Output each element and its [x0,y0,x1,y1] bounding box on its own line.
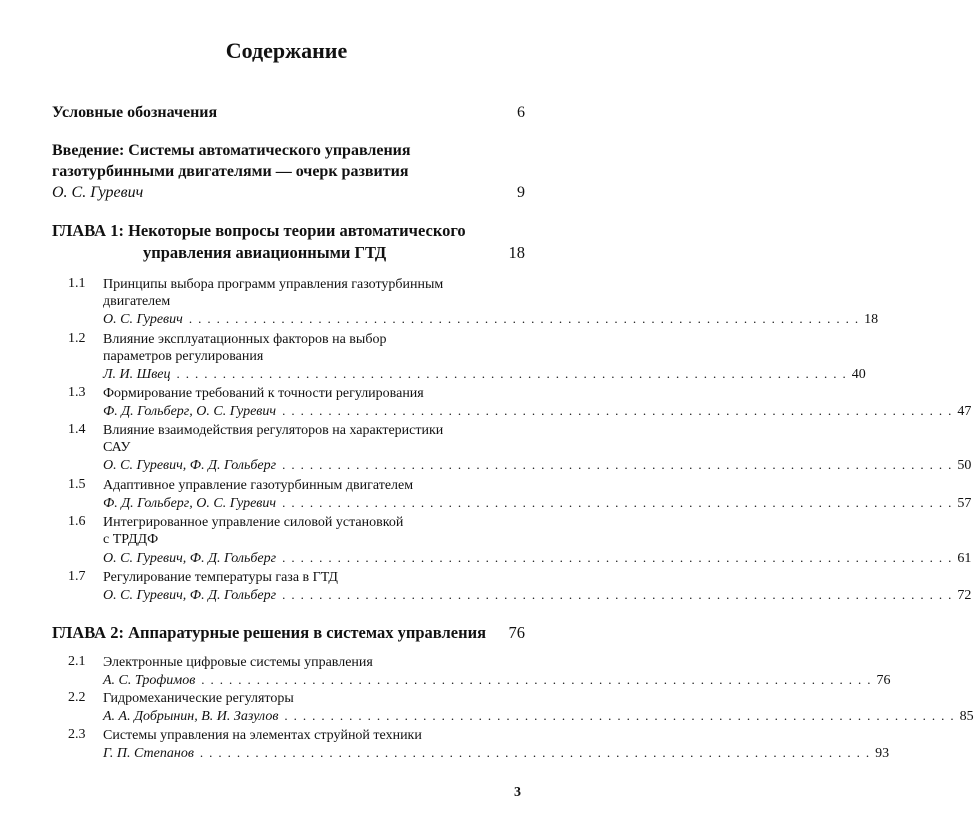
toc-item-title[interactable] [103,654,503,671]
toc-item-title-line: САУ [103,440,131,455]
toc-item-author-row [103,672,891,689]
toc-item-title-line: Системы управления на элементах струйной техники [103,728,422,743]
toc-item-number: 2.3 [68,727,86,742]
toc-item-number: 1.7 [68,569,86,584]
toc-item-author-row [103,550,972,567]
toc-item-number: 1.4 [68,422,86,437]
toc-item-title-line: с ТРДДФ [103,532,159,547]
toc-item-title[interactable] [103,569,503,586]
toc-item-number: 1.6 [68,514,86,529]
toc-item-author-row [103,403,972,420]
toc-item-author-row [103,587,972,604]
leader-dots: ......................................................................... [284,708,960,723]
toc-item-author: Л. И. Швец [103,367,171,382]
toc-item-page: 85 [959,709,974,724]
chapter-2-heading[interactable]: ГЛАВА 2: Аппаратурные решения в системах управления [52,623,487,642]
leader-dots: ......................................................................... [199,745,876,760]
toc-item-author: О. С. Гуревич, Ф. Д. Гольберг [103,458,277,473]
toc-item-page: 50 [957,458,972,473]
toc-item-author: А. С. Трофимов [103,673,196,688]
toc-entry-intro[interactable]: Введение: Системы автоматического управления [52,142,411,159]
chapter-2-page: 76 [508,623,525,642]
toc-item-author: О. С. Гуревич, Ф. Д. Гольберг [103,588,277,603]
toc-entry-intro-cont: газотурбинными двигателями — очерк развития [52,163,409,180]
toc-page-notation: 6 [517,104,525,121]
leader-dots: ......................................................................... [282,495,958,510]
toc-item-title[interactable] [103,727,503,744]
leader-dots: ......................................................................... [282,457,958,472]
toc-item-author-row [103,311,879,328]
toc-item-number: 1.5 [68,477,86,492]
page-title: Содержание [225,38,348,63]
toc-item-title-line: Влияние взаимодействия регуляторов на характеристики [103,423,444,438]
toc-item-title-line: параметров регулирования [103,349,264,364]
toc-item-title-line: Влияние эксплуатационных факторов на выбор [103,332,387,347]
toc-item-page: 18 [864,312,879,327]
toc-item-author-row [103,708,974,725]
toc-item-page: 72 [957,588,972,603]
toc-item-page: 47 [957,404,972,419]
toc-item-number: 1.1 [68,276,86,291]
toc-item-title[interactable] [103,385,503,402]
toc-item-title[interactable] [103,514,503,548]
toc-item-number: 2.1 [68,654,86,669]
toc-item-title-line: Принципы выбора программ управления газотурбинным [103,277,444,292]
toc-item-author: О. С. Гуревич, Ф. Д. Гольберг [103,551,277,566]
toc-item-author: А. А. Добрынин, В. И. Зазулов [103,709,279,724]
toc-item-title-line: Регулирование температуры газа в ГТД [103,570,338,585]
leader-dots: ......................................................................... [282,587,958,602]
toc-author-intro: О. С. Гуревич [52,184,144,201]
toc-entry-notation[interactable]: Условные обозначения [52,104,218,121]
toc-item-author-row [103,745,890,762]
toc-item-number: 1.2 [68,331,86,346]
toc-item-title-line: Электронные цифровые системы управления [103,655,373,670]
leader-dots: ......................................................................... [176,366,852,381]
toc-item-title-line: двигателем [103,294,171,309]
toc-page-intro: 9 [517,184,525,201]
toc-item-number: 2.2 [68,690,86,705]
toc-item-author: Г. П. Степанов [103,746,194,761]
page-number: 3 [514,785,521,800]
leader-dots: ......................................................................... [201,672,877,687]
toc-item-page: 61 [957,551,972,566]
toc-item-title[interactable] [103,276,503,310]
toc-item-page: 40 [851,367,866,382]
toc-item-title[interactable] [103,422,503,456]
toc-item-title-line: Гидромеханические регуляторы [103,691,294,706]
toc-item-title[interactable] [103,331,503,365]
leader-dots: ......................................................................... [282,550,958,565]
toc-item-author-row [103,495,972,512]
toc-item-author-row [103,457,972,474]
chapter-1-heading[interactable]: ГЛАВА 1: Некоторые вопросы теории автоматического [52,221,466,240]
toc-item-page: 76 [876,673,891,688]
toc-item-title[interactable] [103,477,503,494]
chapter-1-heading-cont: управления авиационными ГТД [143,243,387,262]
toc-item-author: Ф. Д. Гольберг, О. С. Гуревич [103,404,277,419]
leader-dots: ......................................................................... [188,311,865,326]
toc-item-page: 57 [957,496,972,511]
toc-item-author: О. С. Гуревич [103,312,183,327]
toc-item-title-line: Интегрированное управление силовой установкой [103,515,404,530]
toc-item-title[interactable] [103,690,503,707]
leader-dots: ......................................................................... [282,403,958,418]
chapter-1-page: 18 [508,243,525,262]
toc-item-author: Ф. Д. Гольберг, О. С. Гуревич [103,496,277,511]
toc-item-title-line: Адаптивное управление газотурбинным двигателем [103,478,414,493]
toc-item-author-row [103,366,866,383]
toc-item-number: 1.3 [68,385,86,400]
toc-item-page: 93 [875,746,890,761]
toc-item-title-line: Формирование требований к точности регулирования [103,386,424,401]
